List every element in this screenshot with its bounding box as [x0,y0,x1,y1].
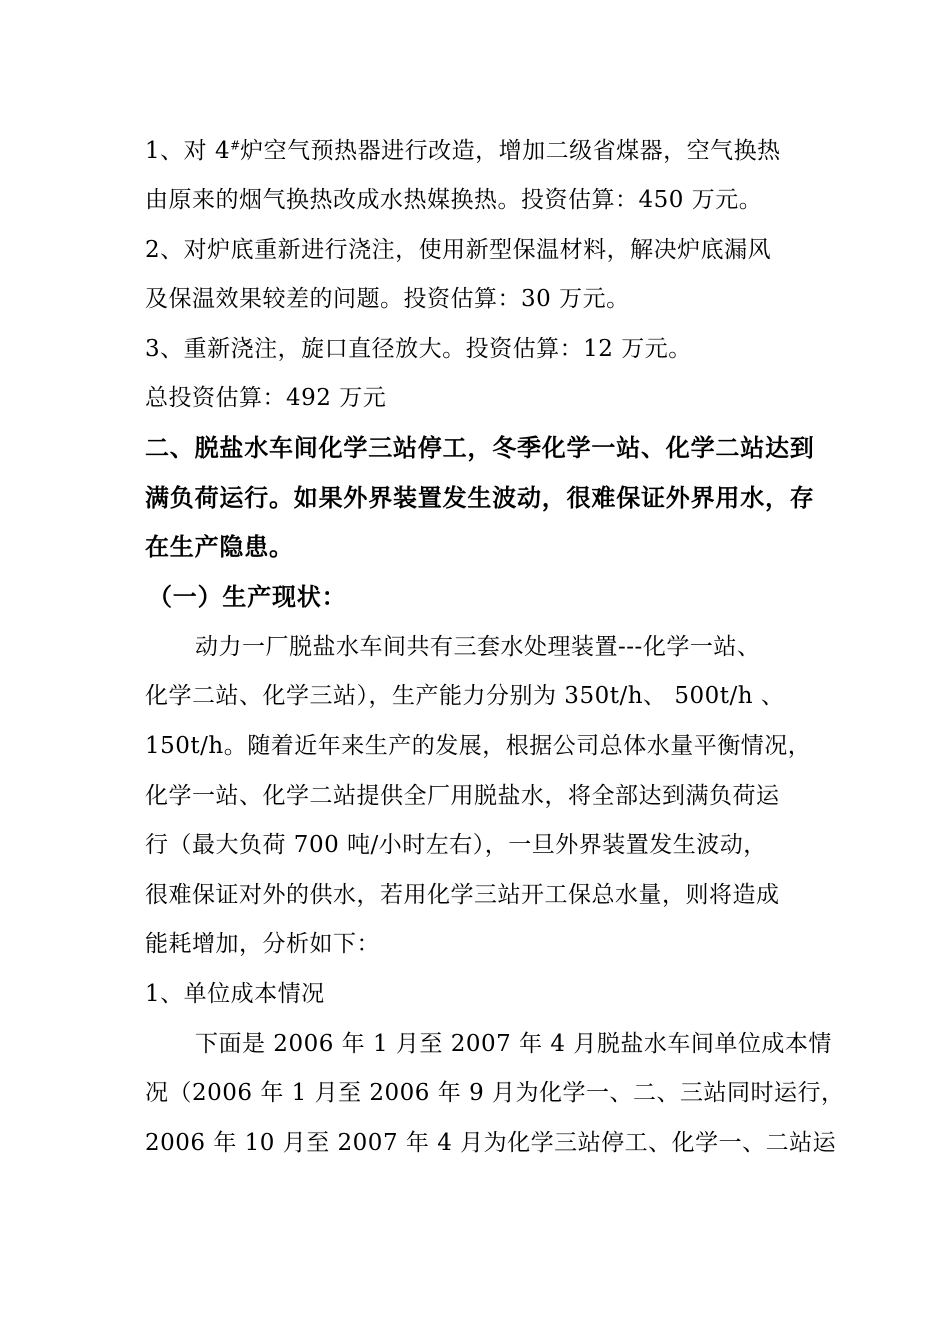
item1-superscript: # [230,138,241,153]
paragraph-line3: 150t/h。随着近年来生产的发展，根据公司总体水量平衡情况， [145,733,812,759]
cost-paragraph-line1: 下面是 2006 年 1 月至 2007 年 4 月脱盐水车间单位成本情 [195,1031,832,1057]
item1-unit-cost-title: 1、单位成本情况 [145,981,325,1007]
cost-paragraph-line2: 况（2006 年 1 月至 2006 年 9 月为化学一、二、三站同时运行， [145,1080,845,1106]
total-investment: 总投资估算：492 万元 [145,385,387,411]
item1-line1-rest: 炉空气预热器进行改造，增加二级省煤器，空气换热 [240,138,781,164]
subheading-production-status: （一）生产现状： [148,583,347,611]
item1-line2: 由原来的烟气换热改成水热媒换热。投资估算：450 万元。 [145,187,763,213]
paragraph-line4: 化学一站、化学二站提供全厂用脱盐水，将全部达到满负荷运 [145,783,780,809]
item3-line1: 3、重新浇注，旋口直径放大。投资估算：12 万元。 [145,336,692,362]
section-two-heading-line3: 在生产隐患。 [145,533,294,561]
paragraph-line6: 很难保证对外的供水，若用化学三站开工保总水量，则将造成 [145,882,780,908]
item1-line1 [145,136,845,166]
item1-prefix: 1、对 4 [145,138,231,164]
cost-paragraph-line3: 2006 年 10 月至 2007 年 4 月为化学三站停工、化学一、二站运 [145,1130,837,1156]
paragraph-line5: 行（最大负荷 700 吨/小时左右），一旦外界装置发生波动， [145,832,767,858]
paragraph-line7: 能耗增加，分析如下： [145,931,380,957]
item2-line1: 2、对炉底重新进行浇注，使用新型保温材料，解决炉底漏风 [145,237,772,263]
section-two-heading-line1: 二、脱盐水车间化学三站停工，冬季化学一站、化学二站达到 [145,434,815,462]
section-two-heading-line2: 满负荷运行。如果外界装置发生波动，很难保证外界用水，存 [145,484,815,512]
paragraph-line2: 化学二站、化学三站），生产能力分别为 350t/h、 500t/h 、 [145,683,785,709]
item2-line2: 及保温效果较差的问题。投资估算：30 万元。 [145,286,630,312]
paragraph-line1: 动力一厂脱盐水车间共有三套水处理装置---化学一站、 [195,634,761,660]
